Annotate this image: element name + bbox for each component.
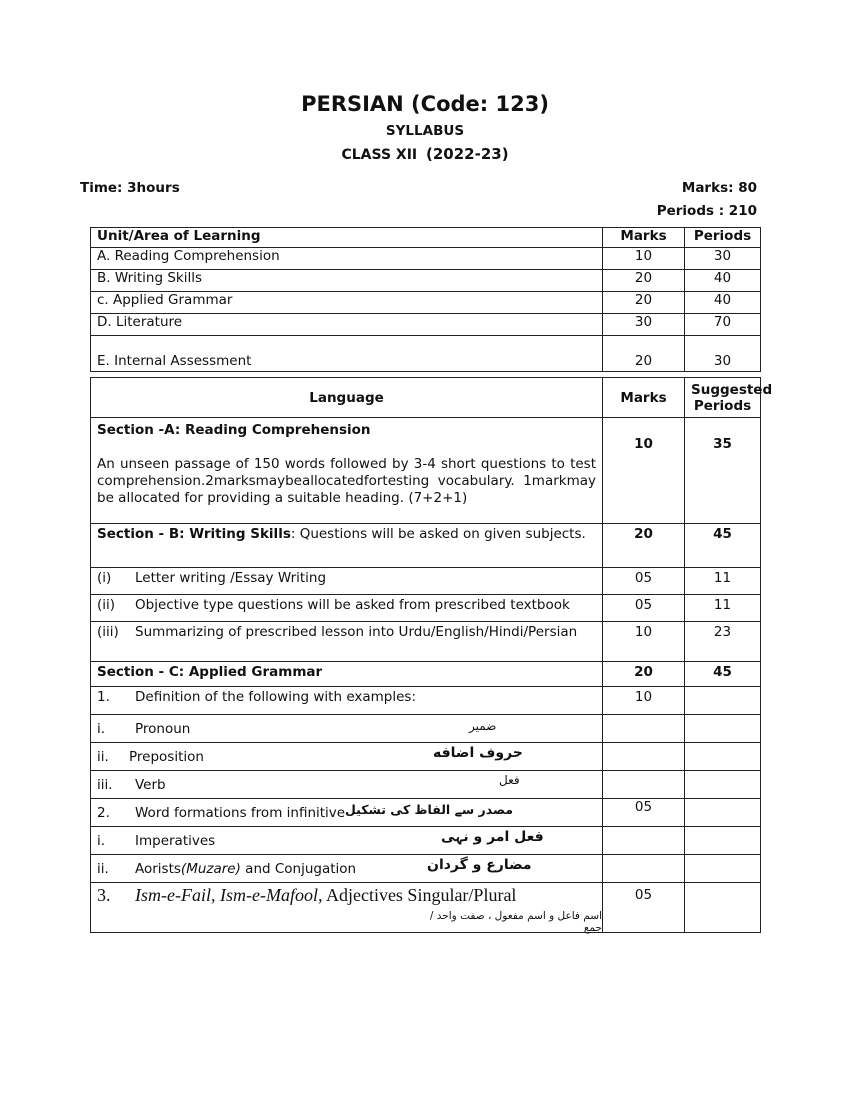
table-row [91, 595, 761, 622]
section-b-periods: 45 [685, 524, 761, 568]
summary-header-row [91, 228, 761, 248]
marks-label: Marks: 80 [681, 180, 757, 196]
section-c-row [91, 662, 761, 687]
table-row [91, 743, 761, 771]
item-text: Summarizing of prescribed lesson into Urdu/English/Hindi/Persian [135, 624, 578, 640]
item-marks: 10 [603, 622, 685, 662]
detail-header-periods-line1: Suggested [691, 381, 773, 398]
urdu-text: اسم فاعل و اسم مفعول ، صفت واحد / جمع [429, 910, 602, 934]
summary-periods: 40 [685, 270, 761, 292]
table-row [91, 771, 761, 799]
list-item [91, 568, 603, 595]
summary-periods: 30 [685, 336, 761, 372]
time-label: Time: 3hours [80, 180, 180, 196]
summary-marks: 20 [603, 270, 685, 292]
list-item [91, 743, 603, 771]
list-item [91, 827, 603, 855]
item-text: Word formations from infinitive [135, 804, 346, 821]
item-num: iii. [97, 776, 113, 793]
page-title: PERSIAN (Code: 123) [301, 92, 549, 116]
item-periods: 11 [685, 595, 761, 622]
section-a-periods: 35 [685, 418, 761, 524]
table-row [91, 855, 761, 883]
item-text-italic: (Muzare) [180, 860, 241, 877]
item-periods [685, 687, 761, 715]
item-num: ii. [97, 860, 109, 877]
page-subtitle: SYLLABUS [385, 123, 465, 139]
item-text: Objective type questions will be asked from prescribed textbook [135, 597, 570, 613]
section-c-marks: 20 [603, 662, 685, 687]
list-item [91, 771, 603, 799]
item-text: Letter writing /Essay Writing [135, 570, 327, 586]
item-marks [603, 743, 685, 771]
urdu-text: حروف اضافه [433, 745, 523, 761]
item-periods [685, 827, 761, 855]
table-row [91, 568, 761, 595]
list-item [91, 595, 603, 622]
summary-unit: D. Literature [91, 314, 603, 336]
table-row [91, 270, 761, 292]
item-num: i. [97, 720, 106, 737]
list-item [91, 622, 603, 662]
item-num: (iii) [97, 624, 119, 640]
section-b-title-rest: : Questions will be asked on given subjects. [290, 526, 586, 542]
summary-marks: 10 [603, 248, 685, 270]
item-marks [603, 715, 685, 743]
section-b-title: Section - B: Writing Skills [97, 526, 291, 542]
item-periods [685, 743, 761, 771]
detail-header-periods-line2: Periods [693, 397, 752, 414]
item-periods [685, 715, 761, 743]
table-row [91, 292, 761, 314]
section-b-row [91, 524, 761, 568]
table-row [91, 687, 761, 715]
item-marks [603, 771, 685, 799]
list-item [91, 687, 603, 715]
item-periods [685, 883, 761, 933]
table-row [91, 799, 761, 827]
table-row [91, 715, 761, 743]
urdu-text: فعل امر و نہی [441, 829, 544, 845]
class-label: CLASS XII [341, 147, 418, 163]
summary-unit: A. Reading Comprehension [91, 248, 603, 270]
item-text-rest: Adjectives Singular/Plural [322, 885, 517, 905]
summary-unit: E. Internal Assessment [91, 336, 603, 372]
item-text: Preposition [129, 748, 204, 765]
summary-periods: 30 [685, 248, 761, 270]
urdu-text: مصدر سے الفاظ کی تشکیل [345, 802, 514, 817]
detail-header-marks: Marks [603, 378, 685, 418]
detail-header-language: Language [91, 378, 603, 418]
table-row [91, 314, 761, 336]
summary-periods: 70 [685, 314, 761, 336]
item-marks [603, 855, 685, 883]
item-num: 2. [97, 804, 110, 821]
list-item [91, 855, 603, 883]
section-c-title: Section - C: Applied Grammar [91, 662, 603, 687]
summary-marks: 20 [603, 336, 685, 372]
summary-table [90, 227, 761, 372]
item-periods: 11 [685, 568, 761, 595]
summary-header-marks: Marks [603, 228, 685, 248]
class-line [0, 145, 850, 163]
item-num: 1. [97, 689, 110, 705]
urdu-text: ضمیر [469, 719, 497, 733]
table-row [91, 883, 761, 933]
summary-marks: 30 [603, 314, 685, 336]
section-c-periods: 45 [685, 662, 761, 687]
urdu-text: مضارع و گردان [427, 857, 532, 873]
item-marks: 05 [603, 568, 685, 595]
section-a-title: Section -A: Reading Comprehension [97, 422, 371, 438]
item-marks: 05 [603, 799, 685, 827]
section-a-cell [91, 418, 603, 524]
summary-unit: B. Writing Skills [91, 270, 603, 292]
section-b-cell [91, 524, 603, 568]
item-text: Pronoun [135, 720, 191, 737]
section-a-marks: 10 [603, 418, 685, 524]
item-num: 3. [97, 885, 111, 905]
item-marks: 10 [603, 687, 685, 715]
table-row [91, 827, 761, 855]
summary-unit: c. Applied Grammar [91, 292, 603, 314]
item-periods [685, 771, 761, 799]
table-row [91, 248, 761, 270]
item-periods [685, 855, 761, 883]
item-marks: 05 [603, 595, 685, 622]
urdu-text: فعل [499, 773, 520, 787]
detail-header-periods [685, 378, 773, 418]
list-item [91, 883, 603, 933]
section-a-row [91, 418, 761, 524]
summary-marks: 20 [603, 292, 685, 314]
list-item [91, 799, 603, 827]
item-num: i. [97, 832, 106, 849]
item-marks [603, 827, 685, 855]
section-a-text: An unseen passage of 150 words followed by 3-4 short questions to test comprehension.2marksmaybeallocatedfortesting vocabulary. 1markmay be allocated for providing a suitable heading. (7+2+1) [97, 456, 596, 506]
item-periods [685, 799, 761, 827]
detail-header-row [91, 378, 761, 418]
item-text-italic: Ism-e-Fail, Ism-e-Mafool, [135, 885, 323, 905]
year-label: (2022-23) [425, 145, 509, 163]
item-num: (i) [97, 570, 112, 586]
item-text: Imperatives [135, 832, 216, 849]
item-marks: 05 [603, 883, 685, 933]
table-row [91, 336, 761, 372]
item-num: (ii) [97, 597, 116, 613]
item-text: Definition of the following with examples: [135, 689, 417, 705]
periods-label: Periods : 210 [656, 203, 757, 219]
detail-table [90, 377, 773, 934]
item-text-rest: and Conjugation [240, 860, 357, 877]
section-b-marks: 20 [603, 524, 685, 568]
summary-header-unit: Unit/Area of Learning [91, 228, 603, 248]
item-num: ii. [97, 748, 109, 765]
item-text: Verb [135, 776, 166, 793]
item-periods: 23 [685, 622, 761, 662]
item-text: Aorists [135, 860, 181, 877]
table-row [91, 622, 761, 662]
summary-periods: 40 [685, 292, 761, 314]
list-item [91, 715, 603, 743]
summary-header-periods: Periods [685, 228, 761, 248]
